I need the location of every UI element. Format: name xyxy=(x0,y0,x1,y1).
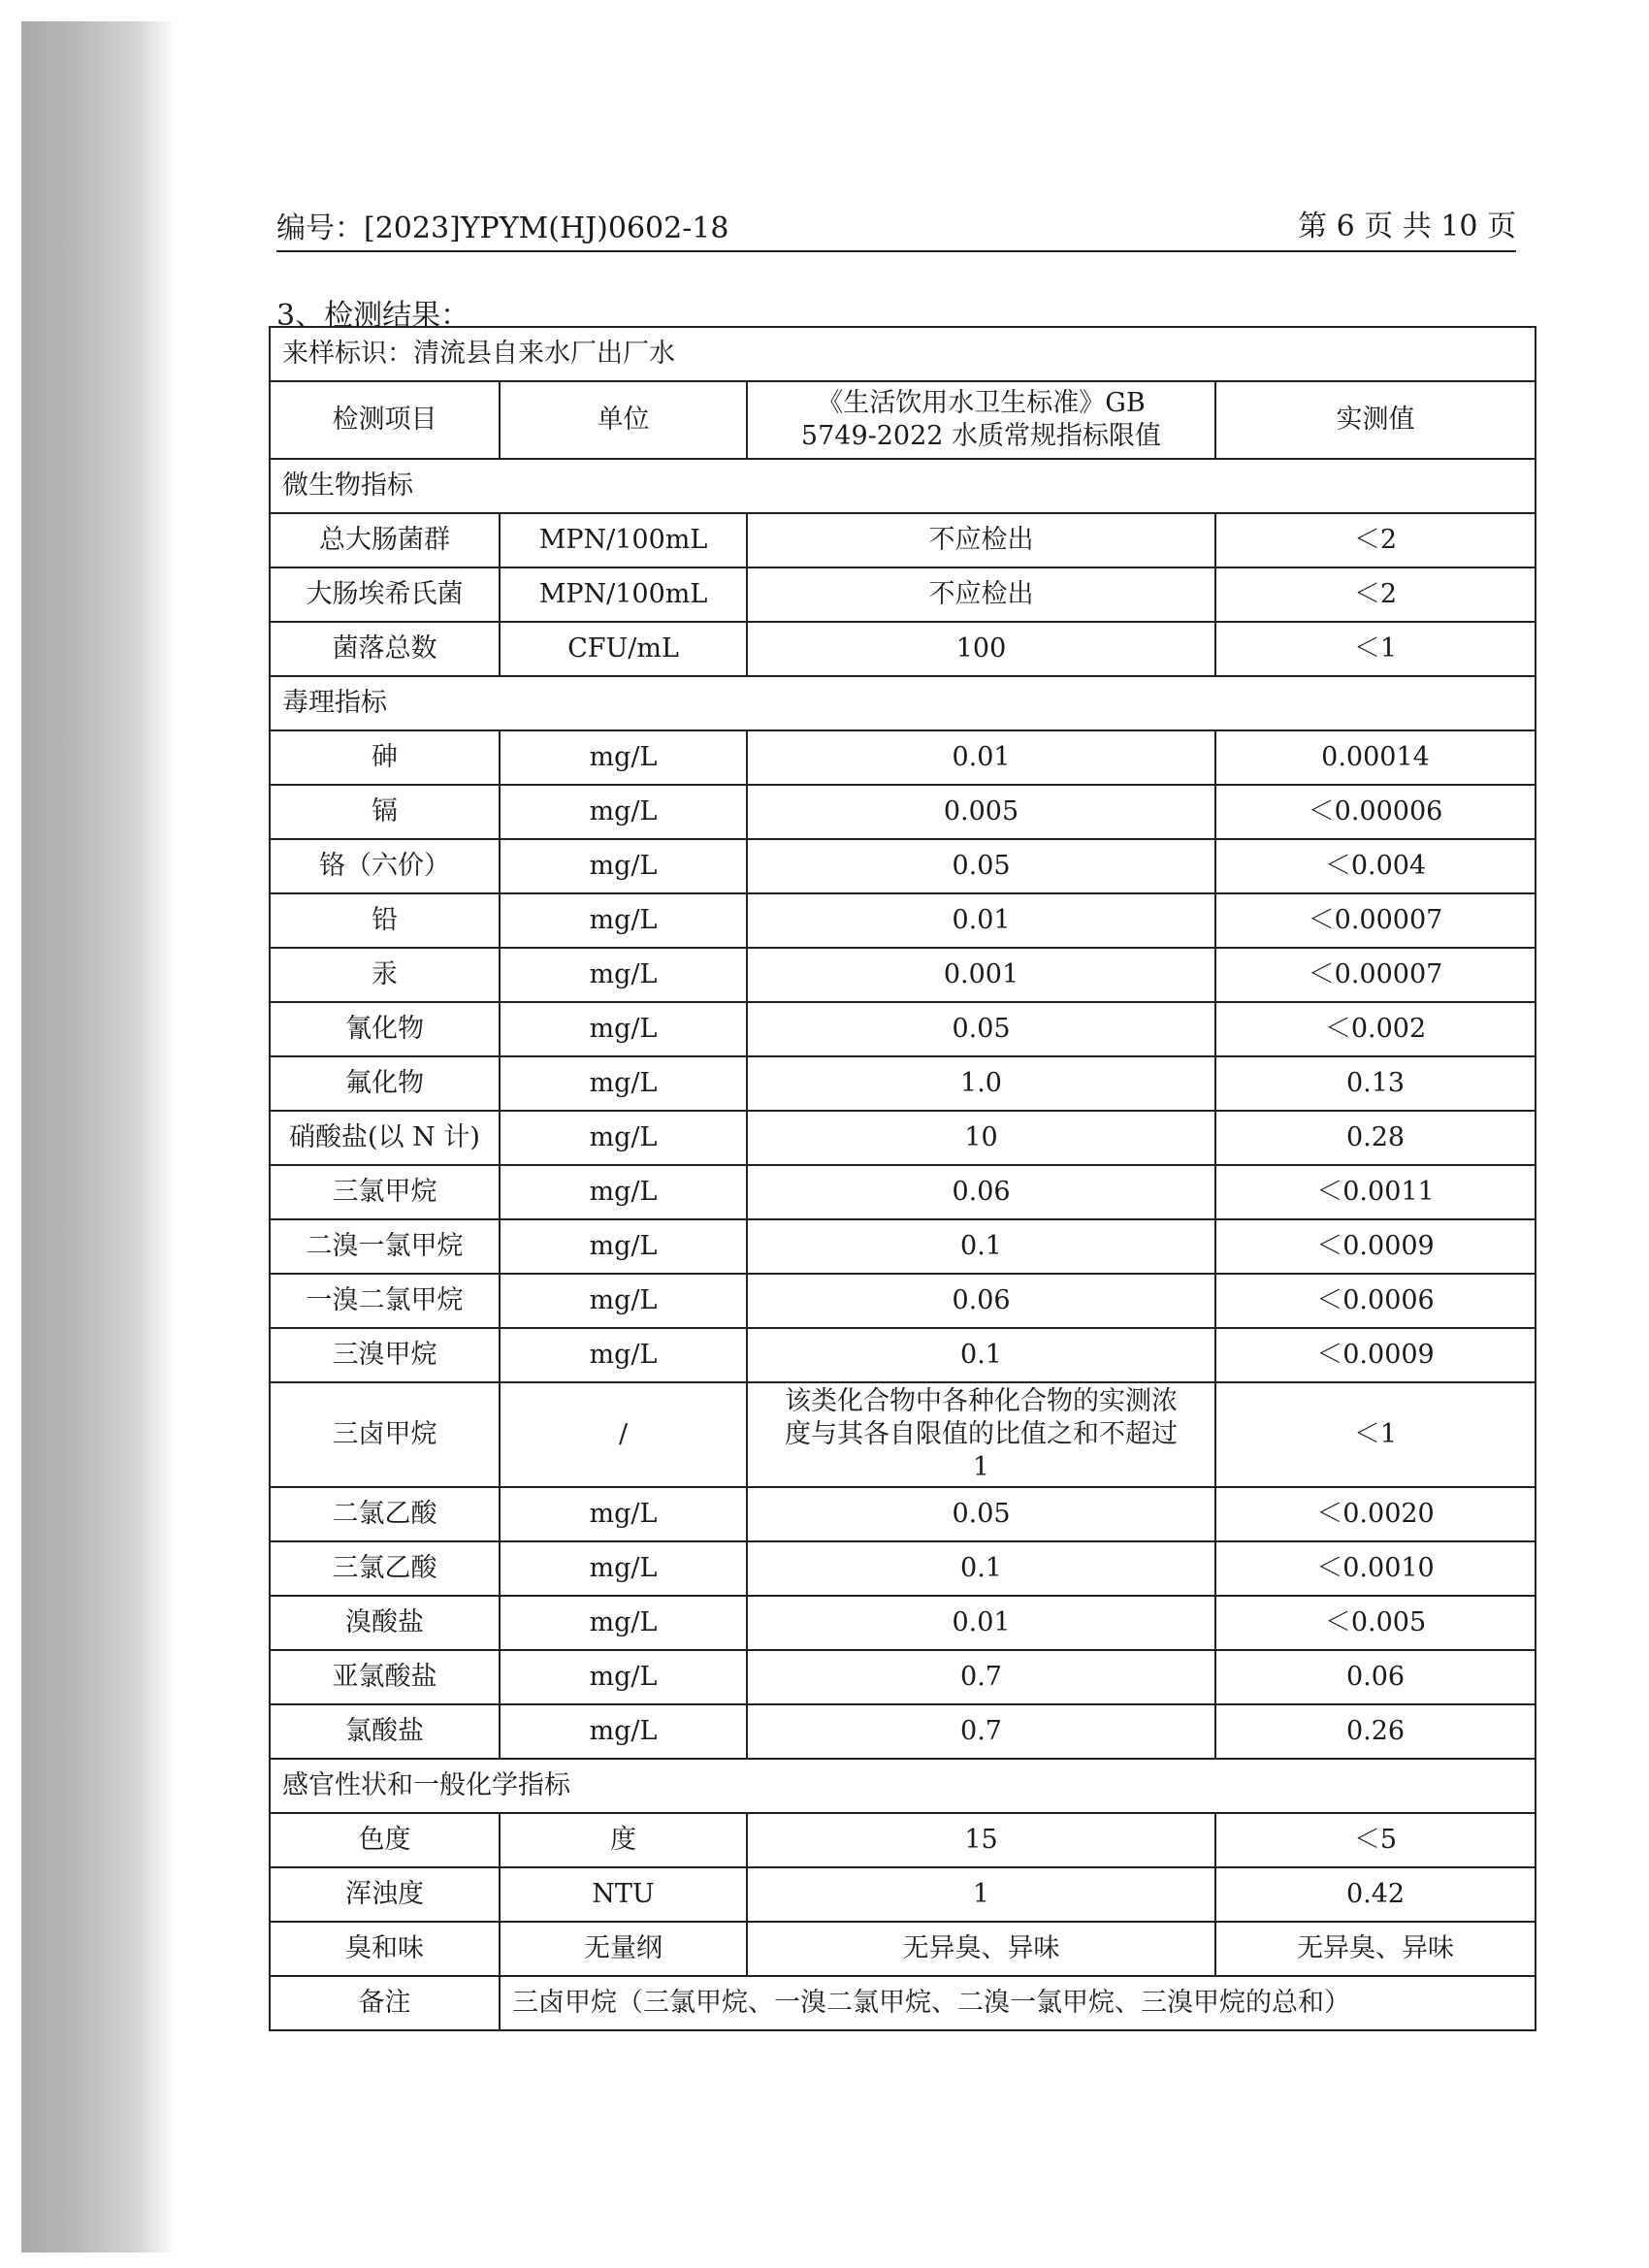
limit-cell: 0.06 xyxy=(747,1274,1215,1328)
measured-cell: 0.42 xyxy=(1215,1867,1536,1922)
group-title: 微生物指标 xyxy=(270,459,1536,513)
limit-cell: 0.1 xyxy=(747,1541,1215,1596)
results-table-body xyxy=(270,327,1536,2030)
measured-cell: 0.26 xyxy=(1215,1704,1536,1759)
item-cell: 溴酸盐 xyxy=(270,1596,500,1650)
unit-cell: 无量纲 xyxy=(500,1922,747,1976)
limit-cell: 0.05 xyxy=(747,839,1215,893)
item-cell: 色度 xyxy=(270,1813,500,1867)
measured-cell: ＜2 xyxy=(1215,513,1536,567)
limit-cell: 100 xyxy=(747,622,1215,676)
table-row xyxy=(270,839,1536,893)
measured-cell: 0.00014 xyxy=(1215,730,1536,785)
remarks-row xyxy=(270,1976,1536,2030)
table-row xyxy=(270,1650,1536,1704)
limit-cell: 0.05 xyxy=(747,1002,1215,1056)
item-cell: 铅 xyxy=(270,893,500,948)
limit-cell: 1.0 xyxy=(747,1056,1215,1111)
column-header-standard xyxy=(747,381,1215,459)
unit-cell: NTU xyxy=(500,1867,747,1922)
table-row xyxy=(270,1274,1536,1328)
column-header-unit: 单位 xyxy=(500,381,747,459)
table-row xyxy=(270,1219,1536,1274)
item-cell: 砷 xyxy=(270,730,500,785)
item-cell: 三氯乙酸 xyxy=(270,1541,500,1596)
unit-cell: MPN/100mL xyxy=(500,567,747,622)
item-cell: 亚氯酸盐 xyxy=(270,1650,500,1704)
item-cell: 铬（六价） xyxy=(270,839,500,893)
unit-cell: 度 xyxy=(500,1813,747,1867)
table-row xyxy=(270,1813,1536,1867)
limit-cell: 1 xyxy=(747,1867,1215,1922)
group-row xyxy=(270,676,1536,730)
table-row xyxy=(270,1382,1536,1487)
group-row xyxy=(270,1759,1536,1813)
unit-cell: mg/L xyxy=(500,839,747,893)
limit-cell: 0.005 xyxy=(747,785,1215,839)
unit-cell: mg/L xyxy=(500,785,747,839)
measured-cell: ＜0.005 xyxy=(1215,1596,1536,1650)
measured-cell: ＜0.00007 xyxy=(1215,948,1536,1002)
page-header xyxy=(276,206,1516,252)
limit-cell: 无异臭、异味 xyxy=(747,1922,1215,1976)
table-row xyxy=(270,785,1536,839)
item-cell: 臭和味 xyxy=(270,1922,500,1976)
unit-cell: mg/L xyxy=(500,1165,747,1219)
item-cell: 氰化物 xyxy=(270,1002,500,1056)
limit-cell: 0.01 xyxy=(747,730,1215,785)
section-title: 3、检测结果： xyxy=(276,299,470,333)
limit-cell: 0.1 xyxy=(747,1219,1215,1274)
table-row xyxy=(270,1704,1536,1759)
measured-cell: ＜1 xyxy=(1215,622,1536,676)
unit-cell: mg/L xyxy=(500,1704,747,1759)
unit-cell: mg/L xyxy=(500,1541,747,1596)
limit-cell: 0.7 xyxy=(747,1650,1215,1704)
sample-id-row xyxy=(270,327,1536,381)
table-row xyxy=(270,1328,1536,1382)
unit-cell: mg/L xyxy=(500,730,747,785)
page-number: 第 6 页 共 10 页 xyxy=(1298,210,1516,243)
table-row xyxy=(270,1922,1536,1976)
unit-cell: MPN/100mL xyxy=(500,513,747,567)
limit-cell: 0.01 xyxy=(747,1596,1215,1650)
group-row xyxy=(270,459,1536,513)
standard-line-1: 《生活饮用水卫生标准》GB xyxy=(817,388,1146,419)
measured-cell: ＜0.0011 xyxy=(1215,1165,1536,1219)
item-cell: 大肠埃希氏菌 xyxy=(270,567,500,622)
remarks-text: 三卤甲烷（三氯甲烷、一溴二氯甲烷、二溴一氯甲烷、三溴甲烷的总和） xyxy=(500,1976,1536,2030)
unit-cell: / xyxy=(500,1382,747,1487)
unit-cell: mg/L xyxy=(500,1596,747,1650)
measured-cell: ＜0.0020 xyxy=(1215,1487,1536,1541)
remarks-label: 备注 xyxy=(270,1976,500,2030)
limit-cell: 15 xyxy=(747,1813,1215,1867)
sample-id: 来样标识：清流县自来水厂出厂水 xyxy=(270,327,1536,381)
measured-cell: ＜1 xyxy=(1215,1382,1536,1487)
measured-cell: 0.28 xyxy=(1215,1111,1536,1165)
limit-cell: 不应检出 xyxy=(747,513,1215,567)
item-cell: 一溴二氯甲烷 xyxy=(270,1274,500,1328)
limit-cell: 0.1 xyxy=(747,1328,1215,1382)
table-row xyxy=(270,1541,1536,1596)
table-row xyxy=(270,1111,1536,1165)
measured-cell: ＜0.0006 xyxy=(1215,1274,1536,1328)
limit-cell: 0.01 xyxy=(747,893,1215,948)
table-row xyxy=(270,1165,1536,1219)
unit-cell: mg/L xyxy=(500,893,747,948)
item-cell: 三溴甲烷 xyxy=(270,1328,500,1382)
scan-edge-shadow xyxy=(21,21,177,2252)
unit-cell: mg/L xyxy=(500,1056,747,1111)
item-cell: 氟化物 xyxy=(270,1056,500,1111)
limit-line: 该类化合物中各种化合物的实测浓 xyxy=(785,1386,1178,1417)
measured-cell: ＜0.00007 xyxy=(1215,893,1536,948)
group-title: 毒理指标 xyxy=(270,676,1536,730)
limit-cell xyxy=(747,1382,1215,1487)
limit-cell: 0.001 xyxy=(747,948,1215,1002)
table-row xyxy=(270,622,1536,676)
measured-cell: ＜0.0009 xyxy=(1215,1219,1536,1274)
column-header-measured: 实测值 xyxy=(1215,381,1536,459)
unit-cell: mg/L xyxy=(500,1650,747,1704)
measured-cell: 无异臭、异味 xyxy=(1215,1922,1536,1976)
table-row xyxy=(270,1487,1536,1541)
measured-cell: ＜0.0010 xyxy=(1215,1541,1536,1596)
table-row xyxy=(270,1596,1536,1650)
column-header-item: 检测项目 xyxy=(270,381,500,459)
item-cell: 三卤甲烷 xyxy=(270,1382,500,1487)
unit-cell: CFU/mL xyxy=(500,622,747,676)
column-header-row xyxy=(270,381,1536,459)
item-cell: 浑浊度 xyxy=(270,1867,500,1922)
group-title: 感官性状和一般化学指标 xyxy=(270,1759,1536,1813)
unit-cell: mg/L xyxy=(500,1219,747,1274)
item-cell: 镉 xyxy=(270,785,500,839)
item-cell: 汞 xyxy=(270,948,500,1002)
item-cell: 三氯甲烷 xyxy=(270,1165,500,1219)
measured-cell: ＜0.004 xyxy=(1215,839,1536,893)
table-row xyxy=(270,513,1536,567)
results-table xyxy=(269,326,1536,2031)
unit-cell: mg/L xyxy=(500,1111,747,1165)
table-row xyxy=(270,567,1536,622)
item-cell: 总大肠菌群 xyxy=(270,513,500,567)
unit-cell: mg/L xyxy=(500,948,747,1002)
unit-cell: mg/L xyxy=(500,1002,747,1056)
measured-cell: ＜0.00006 xyxy=(1215,785,1536,839)
limit-cell: 0.06 xyxy=(747,1165,1215,1219)
limit-cell: 0.7 xyxy=(747,1704,1215,1759)
unit-cell: mg/L xyxy=(500,1328,747,1382)
table-row xyxy=(270,1867,1536,1922)
table-row xyxy=(270,730,1536,785)
limit-cell: 0.05 xyxy=(747,1487,1215,1541)
item-cell: 菌落总数 xyxy=(270,622,500,676)
item-cell: 氯酸盐 xyxy=(270,1704,500,1759)
measured-cell: ＜0.002 xyxy=(1215,1002,1536,1056)
limit-cell: 不应检出 xyxy=(747,567,1215,622)
limit-line: 1 xyxy=(972,1451,990,1482)
standard-line-2: 5749-2022 水质常规指标限值 xyxy=(800,421,1162,451)
measured-cell: 0.06 xyxy=(1215,1650,1536,1704)
limit-line: 度与其各自限值的比值之和不超过 xyxy=(785,1419,1178,1450)
unit-cell: mg/L xyxy=(500,1274,747,1328)
report-code: 编号：[2023]YPYM(HJ)0602-18 xyxy=(276,211,729,245)
measured-cell: ＜2 xyxy=(1215,567,1536,622)
measured-cell: 0.13 xyxy=(1215,1056,1536,1111)
measured-cell: ＜5 xyxy=(1215,1813,1536,1867)
item-cell: 硝酸盐(以 N 计) xyxy=(270,1111,500,1165)
table-row xyxy=(270,948,1536,1002)
table-row xyxy=(270,1002,1536,1056)
table-row xyxy=(270,893,1536,948)
item-cell: 二氯乙酸 xyxy=(270,1487,500,1541)
item-cell: 二溴一氯甲烷 xyxy=(270,1219,500,1274)
unit-cell: mg/L xyxy=(500,1487,747,1541)
table-row xyxy=(270,1056,1536,1111)
measured-cell: ＜0.0009 xyxy=(1215,1328,1536,1382)
limit-cell: 10 xyxy=(747,1111,1215,1165)
